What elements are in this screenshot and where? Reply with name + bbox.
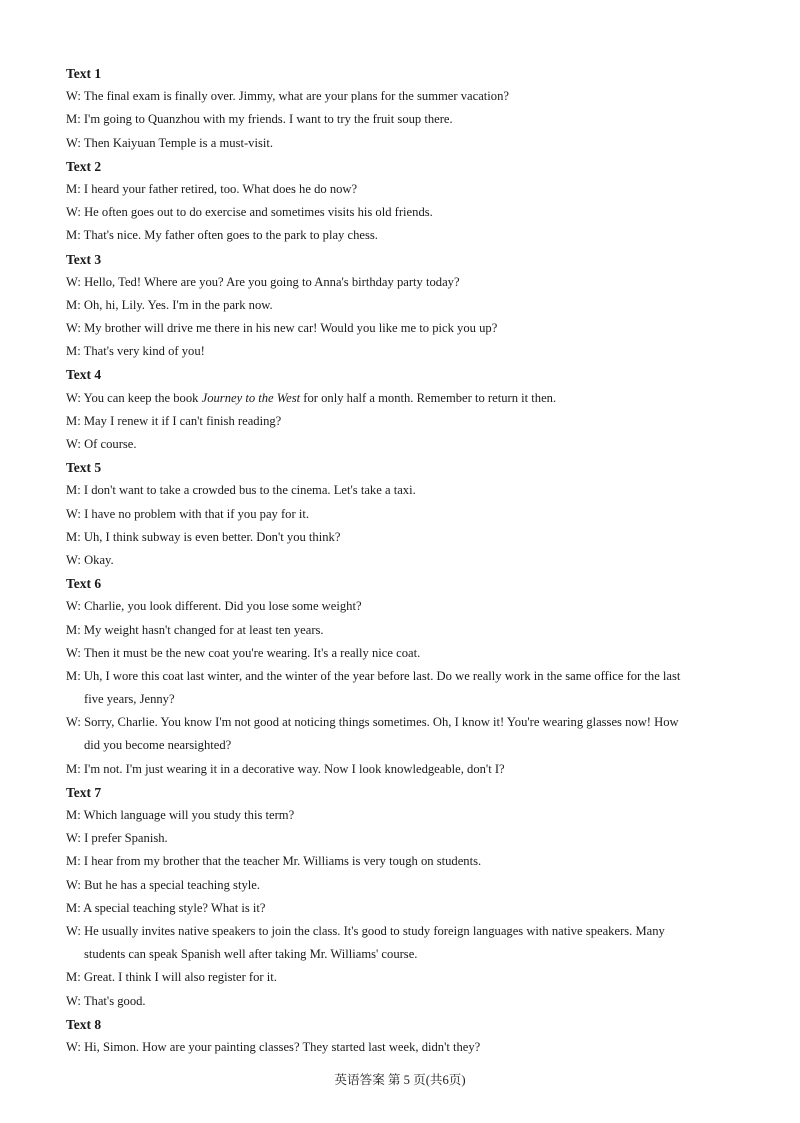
speaker-label: M: [66,970,81,985]
section-heading: Text 8 [66,1016,102,1032]
dialogue-line [66,850,738,873]
line-text: Uh, I think subway is even better. Don't you think? [83,529,341,544]
speaker-label: W: [66,599,81,614]
line-text: I heard your father retired, too. What does he do now? [83,181,358,196]
dialogue-line [66,804,738,827]
section-heading: Text 2 [66,158,102,174]
dialogue-line [66,827,738,850]
line-text: A special teaching style? What is it? [83,900,266,915]
line-text: He usually invites native speakers to join the class. It's good to study foreign languages with native speakers. Many [84,923,665,938]
speaker-label: W: [66,877,81,892]
dialogue-line [66,549,738,572]
text-section [66,1013,738,1059]
dialogue-line [66,642,738,665]
line-text: Hi, Simon. How are your painting classes? They started last week, didn't they? [84,1039,481,1054]
line-text: That's nice. My father often goes to the park to play chess. [83,228,378,243]
line-text: Oh, hi, Lily. Yes. I'm in the park now. [83,297,273,312]
page-footer: 英语答案 第 5 页(共6页) [334,1073,466,1087]
dialogue-line [66,340,738,363]
section-heading: Text 5 [66,460,102,476]
section-heading: Text 1 [66,66,102,81]
dialogue-line [66,178,738,201]
text-section [66,248,738,364]
line-text: Of course. [84,437,137,451]
speaker-label: W: [66,321,81,336]
line-text: Then Kaiyuan Temple is a must-visit. [83,135,274,150]
text-section [66,363,738,456]
dialogue-line [66,665,738,688]
dialogue-line [66,201,738,224]
dialogue-line [66,758,738,781]
speaker-label: W: [66,205,81,220]
dialogue-line [66,526,738,549]
text-section [66,62,738,155]
line-text: That's good. [83,993,146,1008]
dialogue-line [66,479,738,502]
line-text: Okay. [84,552,114,567]
speaker-label: M: [66,808,81,822]
dialogue-line [66,990,738,1013]
line-text: He often goes out to do exercise and sometimes visits his old friends. [84,205,433,220]
dialogue-line [66,595,738,618]
speaker-label: W: [66,274,81,289]
dialogue-line [66,503,738,526]
dialogue-line [66,224,738,247]
speaker-label: M: [66,668,81,683]
dialogue-line [66,619,738,642]
dialogue-line [66,132,738,155]
speaker-label: M: [66,483,81,498]
line-text: Hello, Ted! Where are you? Are you going to Anna's birthday party today? [84,274,460,289]
speaker-label: M: [66,854,81,869]
line-text: My brother will drive me there in his new car! Would you like me to pick you up? [84,321,498,336]
speaker-label: W: [66,831,81,846]
text-section [66,155,738,248]
dialogue-line [66,1036,738,1059]
dialogue-line [66,410,738,433]
line-text: I prefer Spanish. [84,831,168,846]
speaker-label: W: [66,390,81,405]
speaker-label: W: [66,645,81,660]
speaker-label: W: [66,552,81,567]
line-text: May I renew it if I can't finish reading? [83,413,282,428]
speaker-label: M: [66,413,81,428]
line-text: But he has a special teaching style. [84,877,260,892]
speaker-label: W: [66,89,81,104]
dialogue-line [66,317,738,340]
line-text: Sorry, Charlie. You know I'm not good at noticing things sometimes. Oh, I know it! You're wearing glasses now! How [84,715,679,730]
speaker-label: W: [66,506,81,521]
book-title: Journey to the West [201,390,301,405]
dialogue-line [66,897,738,920]
speaker-label: M: [66,297,81,312]
dialogue-line [66,433,738,456]
dialogue-line-continuation: students can speak Spanish well after taking Mr. Williams' course. [84,947,418,962]
line-text: I'm going to Quanzhou with my friends. I want to try the fruit soup there. [83,112,453,127]
line-text: Uh, I wore this coat last winter, and the winter of the year before last. Do we really work in the same office for the last [83,668,681,683]
line-text: That's very kind of you! [83,344,205,359]
dialogue-line [66,85,738,108]
dialogue-line [66,108,738,131]
speaker-label: W: [66,1039,81,1054]
section-heading: Text 3 [66,251,102,267]
line-text: for only half a month. Remember to return it then. [300,390,557,405]
speaker-label: M: [66,761,81,776]
line-text: Then it must be the new coat you're wearing. It's a really nice coat. [83,645,421,660]
line-text: My weight hasn't changed for at least ten years. [83,622,324,637]
section-heading: Text 4 [66,367,102,383]
line-text: You can keep the book [83,390,202,405]
line-text: I have no problem with that if you pay for it. [84,506,309,521]
line-text: I'm not. I'm just wearing it in a decorative way. Now I look knowledgeable, don't I? [83,761,505,776]
text-section [66,781,738,1013]
line-text: Charlie, you look different. Did you lose some weight? [84,599,362,614]
line-text: I hear from my brother that the teacher Mr. Williams is very tough on students. [83,854,482,869]
transcript-document [66,62,738,1059]
line-text: Great. I think I will also register for it. [83,970,277,985]
dialogue-line [66,294,738,317]
dialogue-line [66,966,738,989]
line-text: The final exam is finally over. Jimmy, what are your plans for the summer vacation? [83,89,509,104]
speaker-label: M: [66,344,81,359]
dialogue-line [66,874,738,897]
text-section [66,572,738,781]
speaker-label: M: [66,622,81,637]
speaker-label: W: [66,437,81,451]
speaker-label: M: [66,900,81,915]
section-heading: Text 7 [66,784,102,800]
line-text: I don't want to take a crowded bus to the cinema. Let's take a taxi. [83,483,416,498]
speaker-label: M: [66,112,81,127]
dialogue-line [66,920,738,943]
speaker-label: M: [66,181,81,196]
dialogue-line-continuation: did you become nearsighted? [84,738,232,753]
speaker-label: W: [66,993,81,1008]
speaker-label: M: [66,529,81,544]
dialogue-line [66,271,738,294]
dialogue-line [66,711,738,734]
dialogue-line [66,387,738,410]
line-text: Which language will you study this term? [83,808,295,822]
section-heading: Text 6 [66,576,102,592]
speaker-label: W: [66,135,81,150]
text-section [66,456,738,572]
speaker-label: W: [66,923,81,938]
dialogue-line-continuation: five years, Jenny? [84,692,175,707]
speaker-label: W: [66,715,81,730]
speaker-label: M: [66,228,81,243]
